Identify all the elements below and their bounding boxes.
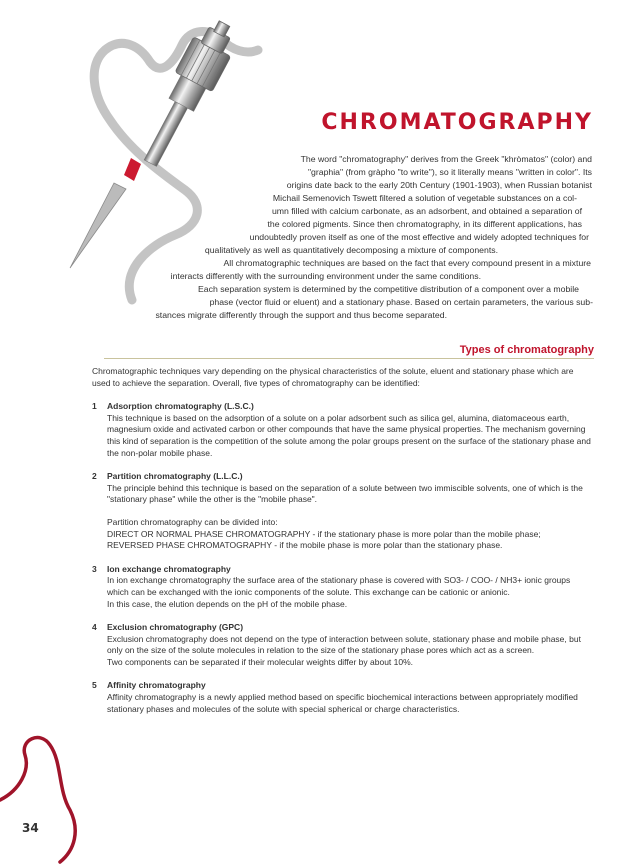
- intro-line: phase (vector fluid or eluent) and a stationary phase. Based on certain parameters, the various sub-: [209, 297, 593, 307]
- section-header: [104, 345, 594, 359]
- item-paragraph: In ion exchange chromatography the surface area of the stationary phase is covered with SO3- / COO- / NH3+ ionic groups which can be exchanged with the ionic components of the solute. This exchange can be cationic or anionic. In this case, the elution depends on the pH of the mobile phase.: [107, 575, 571, 609]
- syringe-needle-illustration: [70, 14, 243, 268]
- item-paragraph: Affinity chromatography is a newly applied method based on specific biochemical interactions between appropriately modified stationary phases and molecules of the solute with special spherical or charge characteristics.: [107, 692, 578, 714]
- section-intro: Chromatographic techniques vary depending on the physical characteristics of the solute, eluent and stationary phase which are used to achieve the separation. Overall, five types of chromatography can be identified:: [92, 366, 574, 388]
- section-body: [92, 366, 594, 715]
- intro-line: stances migrate differently through the support and thus become separated.: [155, 310, 447, 320]
- intro-line: "graphia" (from gràpho "to write"), so it literally means "written in color". Its: [307, 167, 592, 177]
- item-number: 4: [92, 622, 97, 633]
- intro-line: All chromatographic techniques are based on the fact that every compound present in a mixture: [223, 258, 591, 268]
- item-number: 2: [92, 471, 97, 482]
- type-item-adsorption: [92, 401, 594, 459]
- red-corner-curve-decoration: [0, 738, 75, 862]
- type-item-partition: [92, 471, 594, 552]
- item-title: Adsorption chromatography (L.S.C.): [107, 401, 254, 412]
- intro-line: the colored pigments. Since then chromatography, in its different applications, has: [267, 219, 582, 229]
- intro-line: The word "chromatography" derives from the Greek "khròmatos" (color) and: [300, 154, 592, 164]
- section-title: Types of chromatography: [454, 344, 594, 356]
- type-item-ion-exchange: [92, 564, 594, 610]
- item-number: 1: [92, 401, 97, 412]
- item-paragraph: Partition chromatography can be divided into: DIRECT OR NORMAL PHASE CHROMATOGRAPHY - if the stationary phase is more polar than the mobile phase; REVERSED PHASE CHROMATOGRAPHY - if the mobile phase is more polar than the stationary phase.: [107, 516, 541, 551]
- intro-line: qualitatively as well as quantitatively decomposing a mixture of components.: [204, 245, 498, 255]
- item-title: Partition chromatography (L.L.C.): [107, 471, 243, 482]
- intro-line: undoubtedly proven itself as one of the most effective and widely adopted techniques for: [249, 232, 589, 242]
- intro-line: interacts differently with the surrounding environment under the same conditions.: [170, 271, 481, 281]
- type-item-exclusion: [92, 622, 594, 668]
- item-title: Affinity chromatography: [107, 680, 206, 691]
- item-title: Exclusion chromatography (GPC): [107, 622, 244, 633]
- item-paragraph: The principle behind this technique is based on the separation of a solute between two immiscible solvents, one of which is the "stationary phase" while the other is the "mobile phase".: [107, 482, 583, 505]
- item-number: 5: [92, 680, 97, 691]
- type-item-affinity: [92, 680, 594, 715]
- item-number: 3: [92, 563, 97, 574]
- page-title: CHROMATOGRAPHY: [321, 110, 593, 135]
- item-paragraph: Exclusion chromatography does not depend on the type of interaction between solute, stationary phase and mobile phase, but only on the size of the solute molecules in relation to the size of the stationary phase pores which act as a screen. Two components can be separated if their molecular weights differ by about 10%.: [107, 633, 581, 667]
- item-paragraph: This technique is based on the adsorption of a solute on a polar adsorbent such as silica gel, alumina, diatomaceous earth, magnesium oxide and activated carbon or other compounds that have the same physical properties. The mechanism governing this kind of separation is the competition of the solute among the polar groups present on the surface of the stationary phase and the non-polar mobile phase.: [107, 412, 591, 458]
- intro-line: Michail Semenovich Tswett filtered a solution of vegetable substances on a col-: [272, 193, 577, 203]
- intro-line: umn filled with calcium carbonate, as an adsorbent, and obtained a separation of: [271, 206, 582, 216]
- intro-line: origins date back to the early 20th Century (1901-1903), when Russian botanist: [286, 180, 592, 190]
- item-title: Ion exchange chromatography: [107, 563, 231, 574]
- section-rule: [104, 358, 594, 359]
- intro-line: Each separation system is determined by the competitive distribution of a component over a mobile: [198, 284, 579, 294]
- page-number: 34: [22, 821, 39, 835]
